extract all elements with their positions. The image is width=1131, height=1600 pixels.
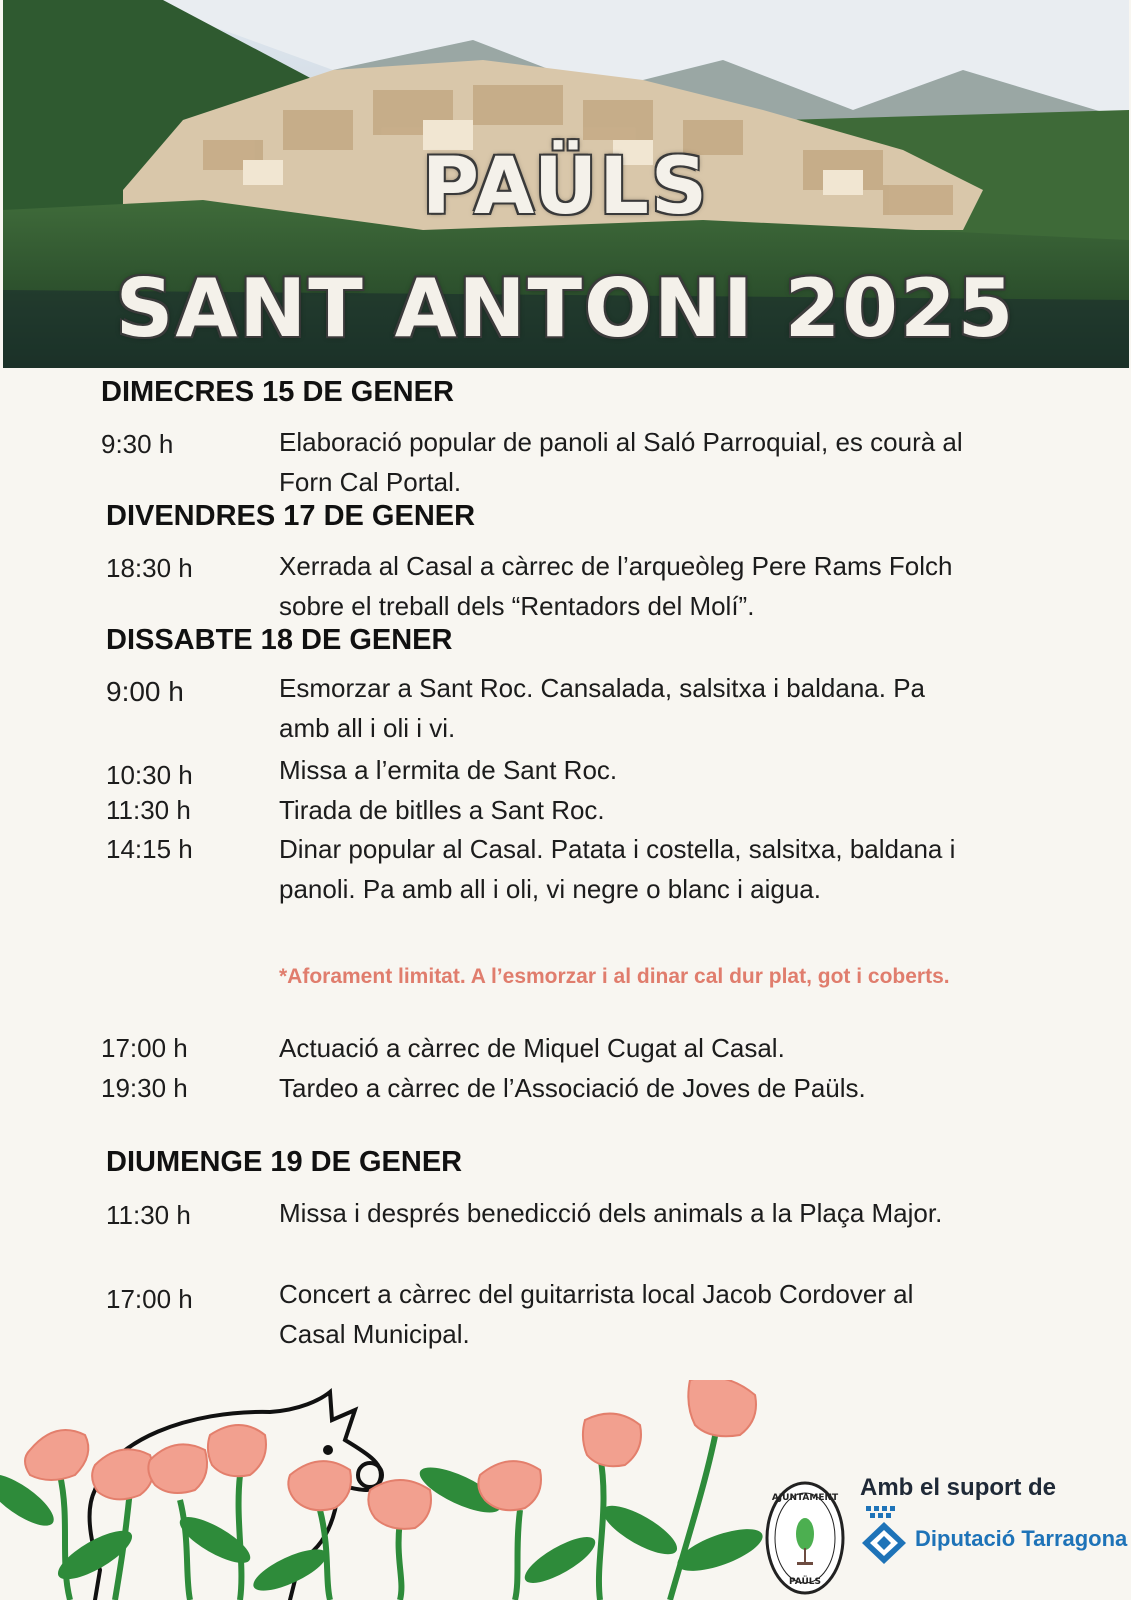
svg-text:PAÜLS: PAÜLS xyxy=(789,1577,821,1587)
sponsor-name: Diputació Tarragona xyxy=(915,1526,1128,1551)
svg-text:AJUNTAMENT: AJUNTAMENT xyxy=(771,1493,839,1503)
event-title: SANT ANTONI 2025 xyxy=(115,262,1016,355)
event-time: 19:30 h xyxy=(101,1073,188,1103)
event-description: Tirada de bitlles a Sant Roc. xyxy=(279,795,605,825)
event-description: Missa i després benedicció dels animals a la Plaça Major. xyxy=(279,1198,943,1228)
day-heading: DIVENDRES 17 DE GENER xyxy=(106,500,476,532)
event-time: 9:00 h xyxy=(106,676,184,707)
event-time: 18:30 h xyxy=(106,553,193,583)
event-time: 10:30 h xyxy=(106,760,193,790)
town-hall-seal-logo xyxy=(764,1480,846,1596)
event-description: Esmorzar a Sant Roc. Cansalada, salsitxa i baldana. Pa amb all i oli i vi. xyxy=(279,673,926,743)
event-time: 17:00 h xyxy=(101,1033,188,1063)
event-description: Actuació a càrrec de Miquel Cugat al Casal. xyxy=(279,1033,785,1063)
day-heading: DISSABTE 18 DE GENER xyxy=(106,624,453,656)
carnation-flowers-icon xyxy=(0,1380,767,1600)
support-label: Amb el suport de xyxy=(860,1474,1057,1501)
event-time: 17:00 h xyxy=(106,1284,193,1314)
day-heading: DIUMENGE 19 DE GENER xyxy=(106,1146,463,1178)
event-description: Xerrada al Casal a càrrec de l’arqueòleg Pere Rams Folch sobre el treball dels “Rentadors del Molí”. xyxy=(279,551,953,621)
capacity-note: *Aforament limitat. A l’esmorzar i al dinar cal dur plat, got i coberts. xyxy=(279,965,950,988)
event-description: Dinar popular al Casal. Patata i costella, salsitxa, baldana i panoli. Pa amb all i oli, vi negre o blanc i aigua. xyxy=(279,834,956,904)
day-heading: DIMECRES 15 DE GENER xyxy=(101,376,454,408)
event-time: 11:30 h xyxy=(106,1200,191,1230)
event-time: 9:30 h xyxy=(101,429,174,459)
event-description: Missa a l’ermita de Sant Roc. xyxy=(279,755,618,785)
event-description: Tardeo a càrrec de l’Associació de Joves de Paüls. xyxy=(279,1073,866,1103)
event-time: 14:15 h xyxy=(106,834,193,864)
diputacio-tarragona-logo-icon xyxy=(860,1506,908,1564)
town-title: PAÜLS xyxy=(421,142,710,232)
event-description: Concert a càrrec del guitarrista local Jacob Cordover al Casal Municipal. xyxy=(279,1279,914,1349)
event-description: Elaboració popular de panoli al Saló Parroquial, es courà al Forn Cal Portal. xyxy=(279,427,963,497)
event-time: 11:30 h xyxy=(106,795,191,825)
